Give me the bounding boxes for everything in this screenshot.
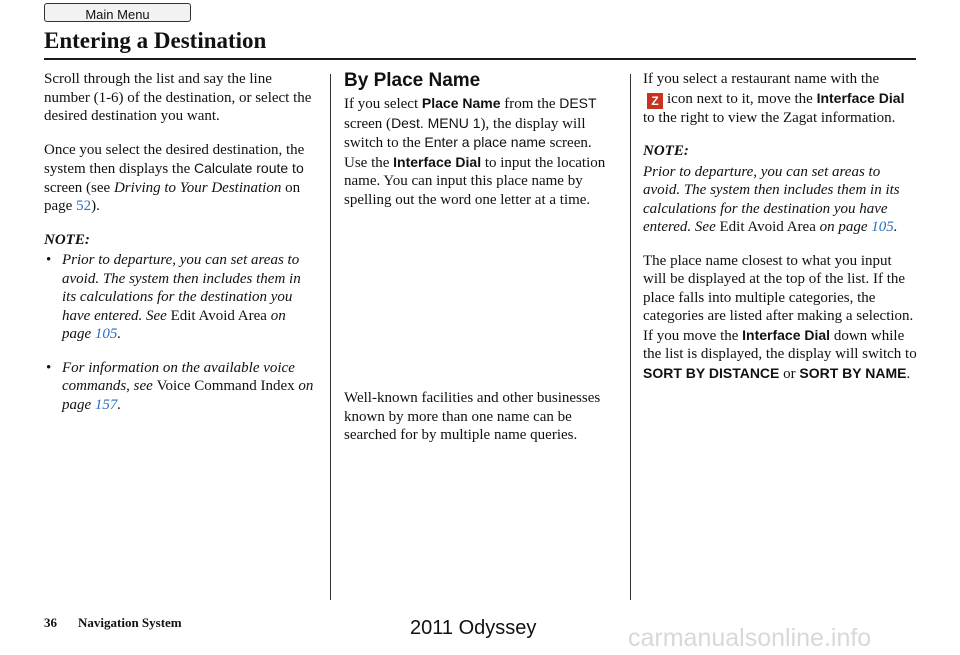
page-title: Entering a Destination	[44, 28, 267, 53]
calculate-route-ui-term: Calculate route to	[194, 160, 304, 176]
column-divider	[330, 74, 331, 600]
place-name-paragraph	[344, 94, 618, 209]
list-item	[44, 251, 316, 344]
sort-paragraph	[643, 252, 918, 384]
text: screen (	[344, 115, 392, 132]
text: from the	[500, 96, 560, 112]
place-name-ui-term: Place Name	[421, 95, 501, 111]
text: on page	[815, 219, 872, 235]
list-item	[44, 359, 316, 415]
text: on page	[44, 179, 301, 214]
voice-command-index-reference: Voice Command Index	[156, 378, 295, 394]
title-divider	[44, 58, 916, 60]
text: Prior to departure, you can set areas to avoid. The system then includes them in its calculations for the destination you have entered. See	[62, 252, 301, 324]
sort-by-distance-ui-term: SORT BY DISTANCE	[643, 364, 780, 381]
dest-menu-ui-term: Dest. MENU 1	[391, 114, 481, 131]
page-52-link[interactable]: 52	[76, 198, 92, 214]
text: ).	[91, 198, 100, 214]
column-right	[643, 70, 918, 398]
dest-ui-term: DEST	[559, 95, 597, 111]
text: The place name closest to what you input will be displayed at the top of the list. If the place falls into multiple categories, the categories are listed after making a selection. If you move the	[643, 252, 914, 344]
page-105-link[interactable]: 105	[871, 219, 894, 235]
edit-avoid-area-reference: Edit Avoid Area	[719, 219, 816, 235]
text: to input the location name. You can input this place name by spelling out the word one letter at a time.	[344, 154, 606, 208]
text: to the right to view the Zagat information.	[643, 109, 896, 126]
column-divider	[630, 74, 631, 600]
zagat-icon: Z	[647, 93, 663, 109]
note-paragraph	[643, 163, 918, 237]
interface-dial-ui-term: Interface Dial	[393, 153, 482, 170]
calculate-route-paragraph	[44, 141, 316, 216]
enter-place-name-ui-term: Enter a place name	[424, 134, 546, 150]
page-number: 36	[44, 615, 57, 630]
watermark: carmanualsonline.info	[628, 624, 872, 652]
bullet-icon: •	[46, 252, 52, 268]
footer-title: Navigation System	[78, 615, 182, 630]
multiple-name-paragraph: Well-known facilities and other businesses known by more than one name can be searched for by multiple name queries.	[344, 390, 601, 443]
main-menu-button[interactable]: Main Menu	[44, 3, 191, 22]
interface-dial-ui-term: Interface Dial	[742, 326, 831, 343]
model-label: 2011 Odyssey	[410, 617, 537, 639]
text: If you select a restaurant name with the	[643, 71, 880, 87]
text: .	[117, 396, 122, 413]
text: screen. Use the	[344, 135, 592, 171]
zagat-paragraph	[643, 70, 918, 127]
interface-dial-ui-term: Interface Dial	[816, 89, 905, 106]
text: .	[893, 219, 898, 235]
text: screen (see	[44, 179, 114, 196]
driving-reference: Driving to Your Destination	[113, 179, 282, 196]
text: .	[117, 326, 122, 342]
text: Prior to departure, you can set areas to avoid. The system then includes them in its calculations for the destination you have entered. See	[643, 163, 900, 235]
section-heading: By Place Name	[344, 70, 481, 91]
note-list	[44, 251, 316, 414]
note-label: NOTE:	[44, 231, 90, 248]
text: on page	[62, 307, 286, 342]
note-label: NOTE:	[643, 143, 689, 159]
page-105-link[interactable]: 105	[94, 326, 118, 342]
text: or	[779, 365, 800, 382]
bullet-icon: •	[46, 359, 52, 376]
intro-paragraph: Scroll through the list and say the line number (1-6) of the destination, or select the desired destination you want.	[44, 71, 312, 124]
text: For information on the available voice commands, see	[62, 359, 295, 394]
column-left	[44, 70, 316, 429]
text: .	[906, 365, 911, 382]
page-157-link[interactable]: 157	[94, 396, 118, 413]
text: down while the list is displayed, the display will switch to	[643, 327, 917, 362]
text: Once you select the desired destination, the system then displays the	[44, 141, 305, 177]
text: If you select	[344, 96, 422, 112]
text: on page	[62, 378, 314, 413]
text: ), the display will switch to the	[344, 115, 586, 151]
edit-avoid-area-reference: Edit Avoid Area	[170, 307, 267, 324]
text: icon next to it, move the	[667, 90, 817, 107]
column-middle	[344, 70, 618, 224]
sort-by-name-ui-term: SORT BY NAME	[799, 364, 907, 381]
